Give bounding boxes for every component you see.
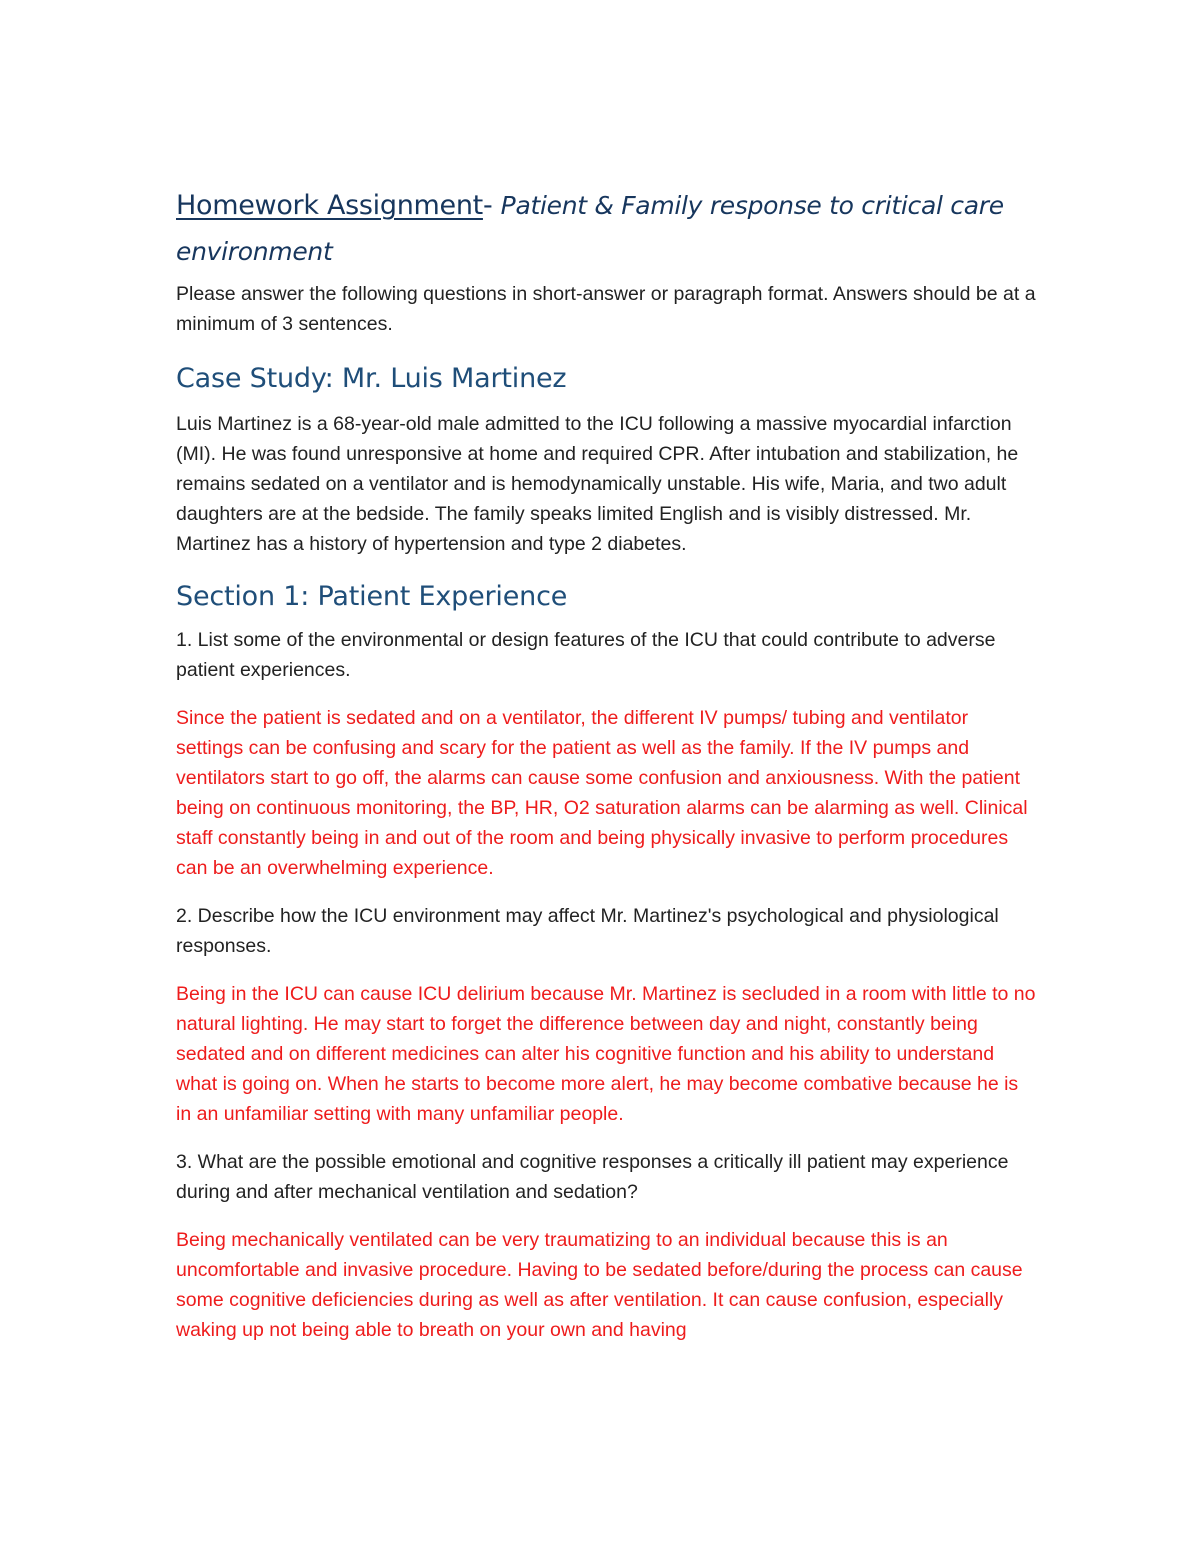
answer-2: Being in the ICU can cause ICU delirium because Mr. Martinez is secluded in a room with little to no natural lighting. He may start to forget the difference between day and night, constantly being sedated and on different medicines can alter his cognitive function and his ability to understand what is going on. When he starts to become more alert, he may become combative because he is in an unfamiliar setting with many unfamiliar people. [176,983,1036,1125]
answer-3: Being mechanically ventilated can be very traumatizing to an individual because this is an uncomfortable and invasive procedure. Having to be sedated before/during the process can cause some cognitive deficiencies during as well as after ventilation. It can cause confusion, especially waking up not being able to breath on your own and having [176,1229,1023,1341]
title-separator: - [482,190,501,221]
instructions-text: Please answer the following questions in short-answer or paragraph format. Answers should be at a minimum of 3 sentences. [176,283,1036,335]
page-title [176,183,1036,275]
section1-heading: Section 1: Patient Experience [176,581,568,612]
question-2: 2. Describe how the ICU environment may affect Mr. Martinez's psychological and physiological responses. [176,905,999,957]
title-subtitle: Patient & Family response to critical care environment [176,191,1004,266]
answer-1: Since the patient is sedated and on a ventilator, the different IV pumps/ tubing and ventilator settings can be confusing and scary for the patient as well as the family. If the IV pumps and ventilators start to go off, the alarms can cause some confusion and anxiousness. With the patient being on continuous monitoring, the BP, HR, O2 saturation alarms can be alarming as well. Clinical staff constantly being in and out of the room and being physically invasive to perform procedures can be an overwhelming experience. [176,707,1028,879]
question-3: 3. What are the possible emotional and cognitive responses a critically ill patient may experience during and after mechanical ventilation and sedation? [176,1151,1009,1203]
case-study-heading: Case Study: Mr. Luis Martinez [176,363,567,394]
document-page [176,183,1036,1345]
question-1: 1. List some of the environmental or design features of the ICU that could contribute to adverse patient experiences. [176,629,996,681]
title-main: Homework Assignment [176,190,483,221]
case-study-text: Luis Martinez is a 68-year-old male admitted to the ICU following a massive myocardial infarction (MI). He was found unresponsive at home and required CPR. After intubation and stabilization, he remains sedated on a ventilator and is hemodynamically unstable. His wife, Maria, and two adult daughters are at the bedside. The family speaks limited English and is visibly distressed. Mr. Martinez has a history of hypertension and type 2 diabetes. [176,413,1019,555]
